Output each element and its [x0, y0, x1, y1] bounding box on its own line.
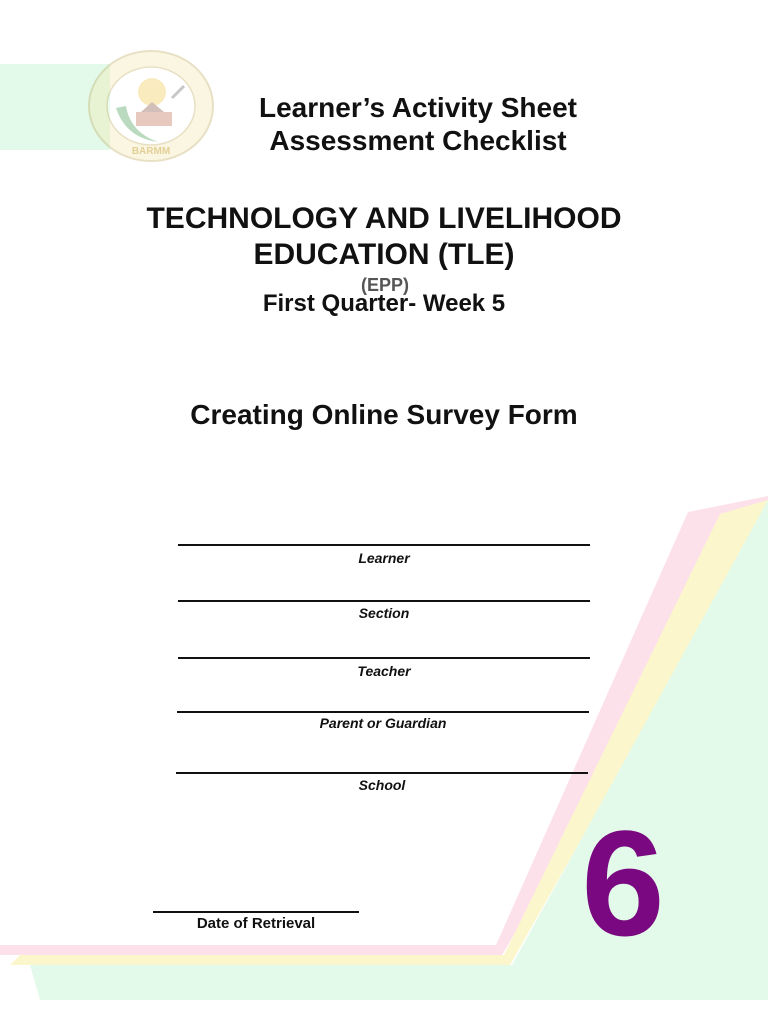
- grade-level-number: 6: [581, 799, 665, 967]
- parent-signature-line: [177, 711, 589, 713]
- school-signature-line: [176, 772, 588, 774]
- parent-guardian-label: Parent or Guardian: [319, 715, 447, 731]
- section-label: Section: [358, 605, 410, 621]
- date-of-retrieval-line: [153, 911, 359, 913]
- section-signature-line: [178, 600, 590, 602]
- learner-signature-line: [178, 544, 590, 546]
- sheet-title: [190, 91, 646, 157]
- seal-bottom-text: BARMM: [131, 146, 171, 157]
- teacher-signature-line: [178, 657, 590, 659]
- topic-title: Creating Online Survey Form: [190, 399, 578, 430]
- quarter-week-label: First Quarter- Week 5: [262, 290, 506, 317]
- learner-label: Learner: [358, 550, 410, 566]
- subject-title: [80, 201, 688, 273]
- subject-title-line1: TECHNOLOGY AND LIVELIHOOD: [146, 202, 622, 235]
- sheet-title-line2: Assessment Checklist: [269, 125, 567, 156]
- subject-title-line2: EDUCATION (TLE): [253, 238, 515, 271]
- sheet-title-line1: Learner’s Activity Sheet: [259, 92, 577, 123]
- school-label: School: [358, 777, 406, 793]
- teacher-label: Teacher: [357, 663, 411, 679]
- date-of-retrieval-label: Date of Retrieval: [196, 915, 316, 932]
- subject-subtitle-clipped: (EPP): [360, 275, 409, 295]
